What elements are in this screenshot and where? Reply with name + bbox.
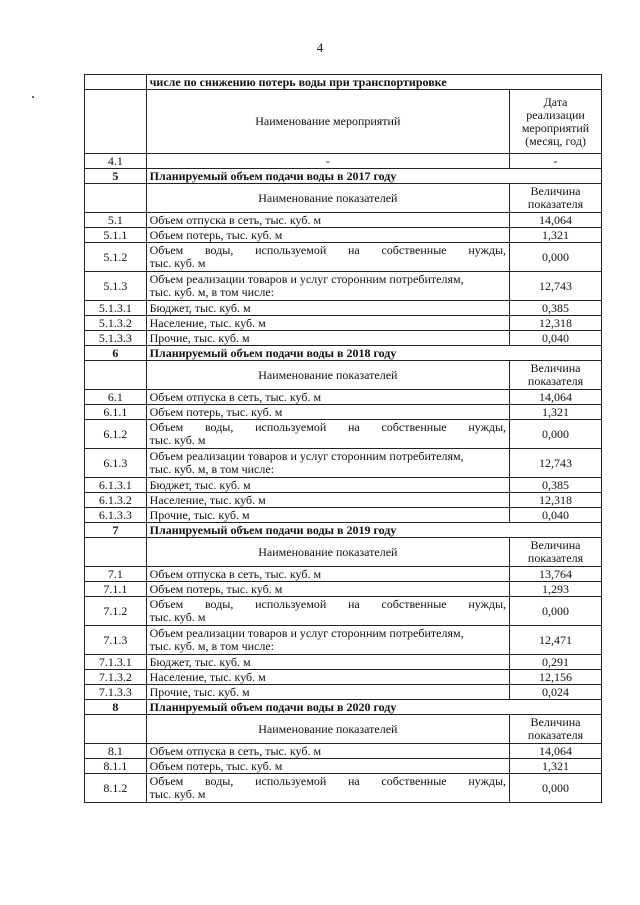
table-row (85, 449, 602, 478)
row-value: 13,764 (510, 567, 602, 582)
table-row (85, 331, 602, 346)
table-row (85, 243, 602, 272)
row-name-line: Объем воды, используемой на собственные нужды, (149, 774, 507, 788)
row-name (146, 626, 509, 655)
row-number: 5.1 (85, 213, 147, 228)
row-name: Бюджет, тыс. куб. м (146, 655, 509, 670)
empty-cell (85, 90, 147, 154)
table-row (85, 493, 602, 508)
indicator-name-header: Наименование показателей (146, 361, 509, 390)
row-name: Объем отпуска в сеть, тыс. куб. м (146, 390, 509, 405)
row-name-line: Объем реализации товаров и услуг сторонним потребителям, (149, 449, 464, 463)
row-value: 12,743 (510, 272, 602, 301)
indicator-value-header: Величина показателя (510, 538, 602, 567)
row-number: 7.1 (85, 567, 147, 582)
indicator-header-row (85, 361, 602, 390)
row-value: 0,000 (510, 243, 602, 272)
table-row (85, 478, 602, 493)
indicator-name-header: Наименование показателей (146, 538, 509, 567)
row-number: 6.1 (85, 390, 147, 405)
continuation-row (85, 75, 602, 90)
continuation-text: числе по снижению потерь воды при транспортировке (146, 75, 601, 90)
row-name: Объем отпуска в сеть, тыс. куб. м (146, 744, 509, 759)
row-number: 6.1.3.2 (85, 493, 147, 508)
row-value: 0,000 (510, 420, 602, 449)
row-value: 12,318 (510, 316, 602, 331)
table-row (85, 582, 602, 597)
table-row (85, 390, 602, 405)
row-value: 0,000 (510, 774, 602, 803)
water-supply-table (84, 74, 602, 803)
row-name: Объем потерь, тыс. куб. м (146, 582, 509, 597)
row-number: 5.1.1 (85, 228, 147, 243)
row-value: 12,318 (510, 493, 602, 508)
row-name: Прочие, тыс. куб. м (146, 508, 509, 523)
indicator-value-header: Величина показателя (510, 715, 602, 744)
row-name (146, 243, 509, 272)
table-row (85, 567, 602, 582)
row-name: Прочие, тыс. куб. м (146, 685, 509, 700)
row-value: 12,743 (510, 449, 602, 478)
row-value: 12,471 (510, 626, 602, 655)
row-value: 1,321 (510, 759, 602, 774)
row-number: 5.1.3 (85, 272, 147, 301)
table-row (85, 670, 602, 685)
row-name-line: тыс. куб. м, в том числе: (149, 285, 275, 299)
row-value: 0,385 (510, 301, 602, 316)
row-name: Бюджет, тыс. куб. м (146, 478, 509, 493)
row-value: 1,321 (510, 405, 602, 420)
scan-speck (32, 96, 34, 98)
indicator-header-row (85, 715, 602, 744)
row-name (146, 272, 509, 301)
row-number: 6.1.1 (85, 405, 147, 420)
row-name-line: тыс. куб. м (149, 787, 206, 801)
row-name (146, 420, 509, 449)
indicator-name-header: Наименование показателей (146, 715, 509, 744)
row-name-line: тыс. куб. м, в том числе: (149, 639, 275, 653)
row-number: 7.1.1 (85, 582, 147, 597)
indicator-name-header: Наименование показателей (146, 184, 509, 213)
measures-name-header: Наименование мероприятий (146, 90, 509, 154)
row-name: Объем потерь, тыс. куб. м (146, 228, 509, 243)
row-value: 0,040 (510, 331, 602, 346)
row-value: - (510, 154, 602, 169)
table-row (85, 316, 602, 331)
row-number: 5.1.3.2 (85, 316, 147, 331)
table-row (85, 405, 602, 420)
row-name-line: тыс. куб. м (149, 610, 206, 624)
empty-cell (85, 715, 147, 744)
row-number: 4.1 (85, 154, 147, 169)
row-value: 12,156 (510, 670, 602, 685)
section-title-row (85, 169, 602, 184)
row-name: Объем отпуска в сеть, тыс. куб. м (146, 213, 509, 228)
row-number: 7.1.3.1 (85, 655, 147, 670)
row-name: Население, тыс. куб. м (146, 493, 509, 508)
row-value: 14,064 (510, 213, 602, 228)
row-number: 7.1.3.2 (85, 670, 147, 685)
row-number: 6.1.2 (85, 420, 147, 449)
measures-date-header: Дата реализации мероприятий (месяц, год) (510, 90, 602, 154)
row-value: 0,000 (510, 597, 602, 626)
row-name (146, 449, 509, 478)
row-name-line: Объем реализации товаров и услуг сторонним потребителям, (149, 272, 464, 286)
row-name: Объем потерь, тыс. куб. м (146, 405, 509, 420)
table-row (85, 655, 602, 670)
row-name: Прочие, тыс. куб. м (146, 331, 509, 346)
table-row (85, 228, 602, 243)
row-value: 1,293 (510, 582, 602, 597)
row-name-line: тыс. куб. м, в том числе: (149, 462, 275, 476)
table-row (85, 272, 602, 301)
row-name: Объем потерь, тыс. куб. м (146, 759, 509, 774)
empty-cell (85, 538, 147, 567)
measures-header-row (85, 90, 602, 154)
row-name (146, 774, 509, 803)
table-row (85, 744, 602, 759)
table-row (85, 213, 602, 228)
section-title: Планируемый объем подачи воды в 2019 году (146, 523, 601, 538)
table-row (85, 301, 602, 316)
table-row (85, 774, 602, 803)
row-number: 8.1.2 (85, 774, 147, 803)
empty-cell (85, 75, 147, 90)
section-number: 8 (85, 700, 147, 715)
row-number: 6.1.3.3 (85, 508, 147, 523)
section-number: 5 (85, 169, 147, 184)
section-number: 6 (85, 346, 147, 361)
indicator-header-row (85, 538, 602, 567)
table-row (85, 154, 602, 169)
table-row (85, 626, 602, 655)
table-row (85, 597, 602, 626)
row-name (146, 597, 509, 626)
section-title-row (85, 523, 602, 538)
indicator-value-header: Величина показателя (510, 184, 602, 213)
row-number: 5.1.2 (85, 243, 147, 272)
empty-cell (85, 184, 147, 213)
section-title: Планируемый объем подачи воды в 2017 году (146, 169, 601, 184)
table-row (85, 685, 602, 700)
row-name-line: Объем реализации товаров и услуг сторонним потребителям, (149, 626, 464, 640)
empty-cell (85, 361, 147, 390)
row-number: 5.1.3.1 (85, 301, 147, 316)
row-number: 6.1.3.1 (85, 478, 147, 493)
row-name: Объем отпуска в сеть, тыс. куб. м (146, 567, 509, 582)
row-name-line: Объем воды, используемой на собственные нужды, (149, 597, 507, 611)
row-name-line: тыс. куб. м (149, 256, 206, 270)
indicator-value-header: Величина показателя (510, 361, 602, 390)
row-value: 1,321 (510, 228, 602, 243)
row-value: 0,040 (510, 508, 602, 523)
row-number: 6.1.3 (85, 449, 147, 478)
row-number: 7.1.2 (85, 597, 147, 626)
row-value: 14,064 (510, 744, 602, 759)
row-name: Население, тыс. куб. м (146, 316, 509, 331)
page-number: 4 (316, 40, 324, 55)
section-number: 7 (85, 523, 147, 538)
row-name: Население, тыс. куб. м (146, 670, 509, 685)
row-name: Бюджет, тыс. куб. м (146, 301, 509, 316)
section-title-row (85, 346, 602, 361)
table-row (85, 759, 602, 774)
row-name-line: тыс. куб. м (149, 433, 206, 447)
row-value: 0,291 (510, 655, 602, 670)
table-row (85, 420, 602, 449)
row-number: 7.1.3.3 (85, 685, 147, 700)
section-title: Планируемый объем подачи воды в 2020 году (146, 700, 601, 715)
row-name-line: Объем воды, используемой на собственные нужды, (149, 243, 507, 257)
row-number: 7.1.3 (85, 626, 147, 655)
row-number: 8.1 (85, 744, 147, 759)
row-value: 14,064 (510, 390, 602, 405)
row-value: 0,385 (510, 478, 602, 493)
row-name-line: Объем воды, используемой на собственные нужды, (149, 420, 507, 434)
row-number: 5.1.3.3 (85, 331, 147, 346)
section-title-row (85, 700, 602, 715)
row-value: 0,024 (510, 685, 602, 700)
row-number: 8.1.1 (85, 759, 147, 774)
indicator-header-row (85, 184, 602, 213)
table-row (85, 508, 602, 523)
row-name: - (146, 154, 509, 169)
section-title: Планируемый объем подачи воды в 2018 году (146, 346, 601, 361)
